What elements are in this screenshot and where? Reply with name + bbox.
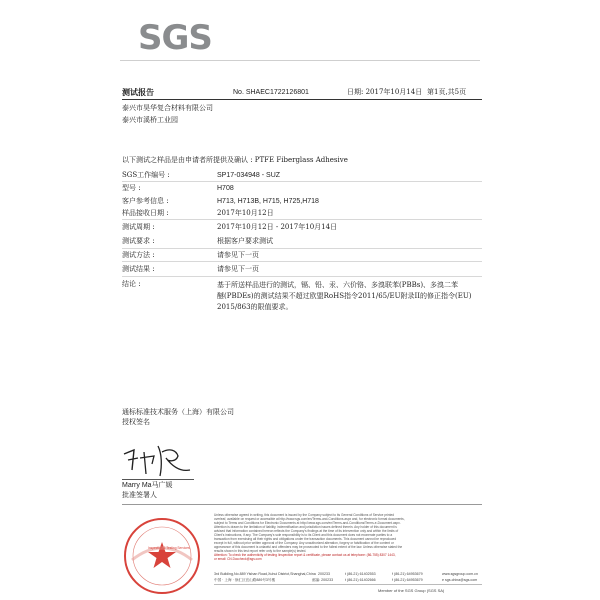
terms-line: except in full, without prior written approval of the Company. Any unauthorized alteration, forgery or falsification of the content or: [214, 541, 394, 545]
field-value-method: 请参见下一页: [217, 251, 259, 259]
field-label-client-ref: 客户参考信息 :: [122, 197, 169, 205]
page-indicator: 第1页,共5页: [427, 88, 467, 96]
footer-divider: [214, 584, 482, 585]
terms-fine-print: [214, 513, 482, 561]
client-address: 泰兴市溪桥工业园: [122, 116, 178, 124]
issuing-company: 通标标准技术服务（上海）有限公司: [122, 408, 234, 416]
field-label-requirement: 测试要求 :: [122, 237, 155, 245]
authorized-signature-label: 授权签名: [122, 418, 150, 426]
conclusion-line-2: 醚(PBDEs)的测试结果不超过欧盟RoHS指令2011/65/EU附录II的修正指令(EU): [217, 292, 472, 300]
sgs-logo-text: SGS: [138, 18, 212, 58]
authenticity-notice: Attention: To check the authenticity of testing /inspection report & certificate, please contact us at telephone: (86-755) 8307 1443,: [214, 553, 396, 557]
field-label-period: 测试周期 :: [122, 223, 155, 231]
field-label-model: 型号 :: [122, 184, 141, 192]
footer-tel: t (86-21) 61402553: [345, 572, 376, 576]
terms-line: Client's instructions, if any. The Company's sole responsibility is to its Client and this document does not exonerate parties to a: [214, 533, 393, 537]
footer-postcode-cn: 邮编: 200233: [312, 578, 334, 582]
seal-text: Inspection & Testing Services: [148, 546, 190, 550]
terms-line: transaction from exercising all their rights and obligations under the transaction documents. This document cannot be reproduced: [214, 537, 397, 541]
field-divider: [122, 219, 482, 220]
field-divider: [122, 181, 482, 182]
header-divider: [120, 60, 480, 61]
terms-line: overleaf, available on request or accessible at http://www.sgs.com/en/Terms-and-Conditions.aspx and, for electronic format documents,: [214, 517, 405, 521]
report-title: 测试报告: [122, 87, 154, 97]
footer-address-en: 3rd Building,No.889 Yishan Road,Xuhui District,Shanghai,China: [214, 572, 316, 576]
field-value-model: H708: [217, 185, 234, 192]
signatory-name: Marry Ma马广媛: [122, 482, 173, 489]
terms-line: subject to Terms and Conditions for Electronic Documents at http://www.sgs.com/en/Terms-and-Conditions/Terms-e-Document.aspx.: [214, 521, 401, 525]
terms-line: Attention is drawn to the limitation of liability, indemnification and jurisdiction issues defined therein. Any holder of this document is: [214, 525, 397, 529]
conclusion-line-1: 基于所送样品进行的测试，镉、铅、汞、六价铬、多溴联苯(PBBs)、多溴二苯: [217, 281, 459, 289]
title-rule: [122, 99, 482, 100]
field-value-job-no: SP17-034948 - SUZ: [217, 172, 281, 179]
footer-address-cn: 中国 · 上海 · 徐汇区宜山路889号3号楼: [214, 578, 276, 582]
footer-fax: f (86-21) 64953679: [392, 572, 423, 576]
field-label-method: 测试方法 :: [122, 251, 155, 259]
field-label-job-no: SGS工作编号 :: [122, 171, 170, 179]
conclusion-label: 结论 :: [122, 280, 141, 288]
footer-website[interactable]: www.sgsgroup.com.cn: [442, 572, 478, 576]
field-value-client-ref: H713, H713B, H715, H725,H718: [217, 198, 319, 205]
footer-fax-cn: f (86-21) 64953679: [392, 578, 423, 582]
field-value-requirement: 根据客户要求测试: [217, 237, 273, 245]
client-name: 泰兴市昊华复合材料有限公司: [122, 104, 213, 112]
field-divider: [122, 276, 482, 277]
field-label-received: 样品接收日期 :: [122, 209, 169, 217]
field-value-result: 请参见下一页: [217, 265, 259, 273]
footer-postcode: 200233: [318, 572, 330, 576]
terms-line: appearance of this document is unlawful and offenders may be prosecuted to the fullest extent of the law. Unless otherwise stated the: [214, 545, 403, 549]
footer-email[interactable]: e sgs.china@sgs.com: [442, 578, 478, 582]
report-number: No. SHAEC1722126801: [233, 89, 309, 96]
authenticity-email: or email: CN.Doccheck@sgs.com: [214, 557, 262, 561]
sample-intro: 以下测试之样品是由申请者所提供及确认 : PTFE Fiberglass Adhesive: [122, 156, 348, 164]
report-date: 日期: 2017年10月14日: [347, 88, 423, 96]
footer-rule: [122, 504, 482, 505]
signatory-role: 批准签署人: [122, 491, 157, 499]
field-value-period: 2017年10月12日 - 2017年10月14日: [217, 223, 338, 231]
field-divider: [122, 248, 482, 249]
company-seal: [122, 516, 202, 596]
handwritten-signature: [118, 440, 198, 480]
field-divider: [122, 261, 482, 262]
field-label-result: 测试结果 :: [122, 265, 155, 273]
terms-line: results shown in this test report refer only to the sample(s) tested.: [214, 549, 307, 553]
terms-line: advised that information contained hereon reflects the Company's findings at the time of its intervention only and within the limits of: [214, 529, 399, 533]
sgs-logo: [138, 18, 212, 58]
signature-line: [122, 479, 194, 480]
footer-member: Member of the SGS Group (SGS SA): [378, 588, 445, 593]
conclusion-line-3: 2015/863的限值要求。: [217, 303, 293, 311]
footer-tel-cn: t (86-21) 61402666: [345, 578, 376, 582]
terms-line: Unless otherwise agreed in writing, this document is issued by the Company subject to its General Conditions of Service printed: [214, 513, 395, 517]
field-value-received: 2017年10月12日: [217, 209, 274, 217]
